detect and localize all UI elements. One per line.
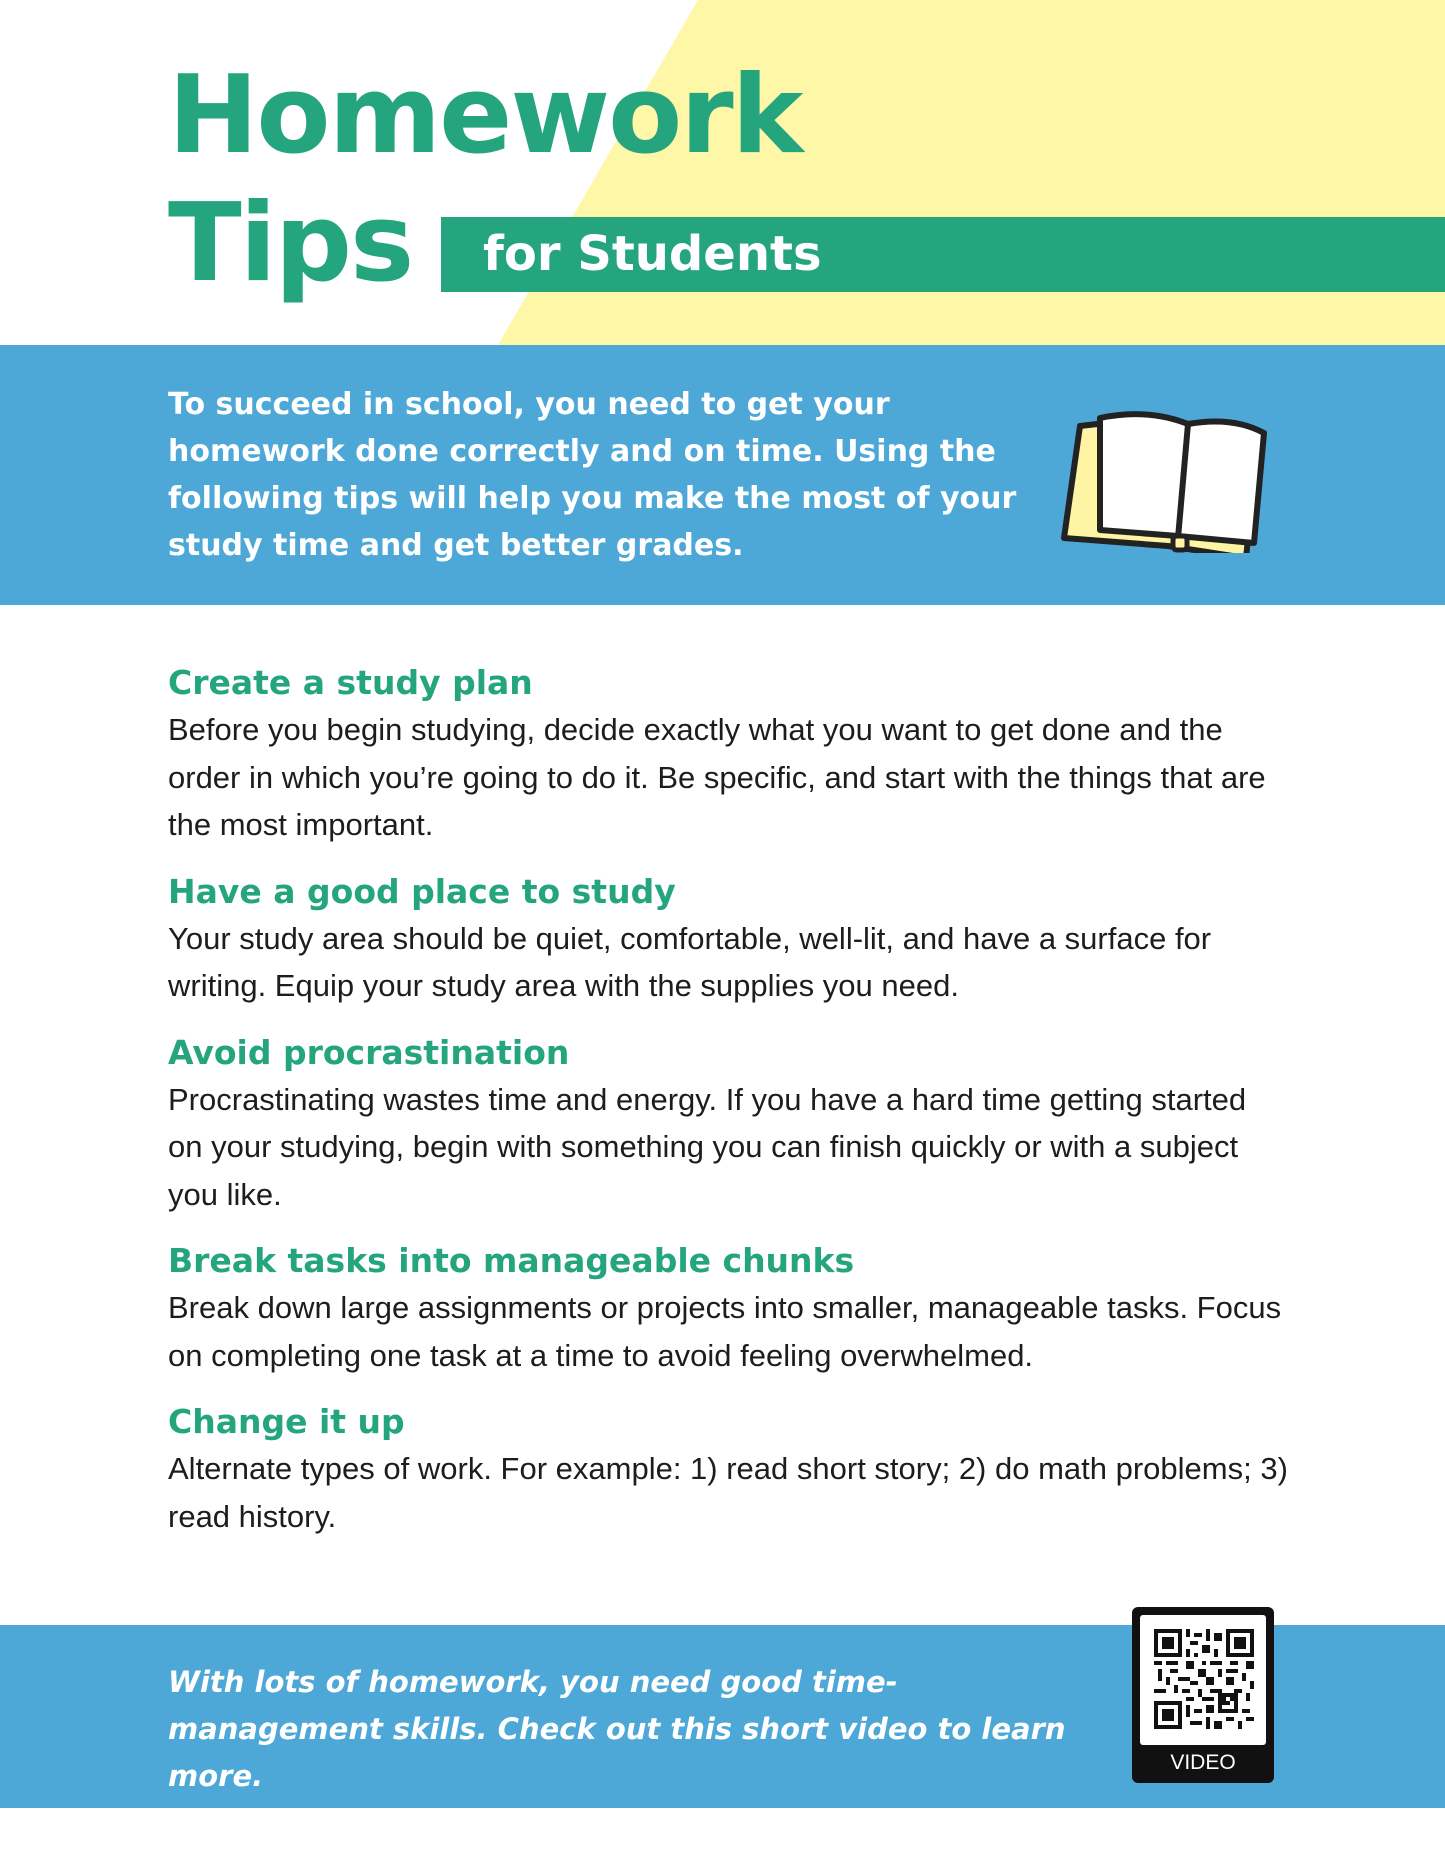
tip-body: Before you begin studying, decide exactly what you want to get done and the order in which you’re going to do it. Be specific, and start with the things that are the most important. bbox=[168, 712, 1266, 842]
subtitle: for Students bbox=[483, 226, 822, 282]
header-hero bbox=[0, 0, 1445, 345]
qr-code-frame bbox=[1140, 1615, 1266, 1745]
intro-paragraph: To succeed in school, you need to get your homework done correctly and on time. Using the following tips will help you make the most of your study time and get better grades. bbox=[168, 387, 1017, 563]
tips-list bbox=[168, 660, 1288, 1560]
tip-body: Your study area should be quiet, comfortable, well-lit, and have a surface for writing. Equip your study area with the supplies you need. bbox=[168, 920, 1212, 1003]
tip-body: Break down large assignments or projects into smaller, manageable tasks. Focus on completing one task at a time to avoid feeling overwhelmed. bbox=[168, 1290, 1282, 1373]
video-qr-link[interactable] bbox=[1132, 1607, 1274, 1783]
tip-item bbox=[168, 1399, 1288, 1540]
page-title-line2: Tips bbox=[168, 181, 413, 306]
tip-heading: Change it up bbox=[168, 1402, 405, 1441]
tip-item bbox=[168, 1238, 1288, 1379]
page-title-line1: Homework bbox=[168, 53, 802, 178]
tip-heading: Have a good place to study bbox=[168, 871, 676, 911]
tip-item bbox=[168, 869, 1288, 1010]
subtitle-banner bbox=[441, 217, 1445, 292]
tip-heading: Create a study plan bbox=[168, 663, 533, 702]
tip-item bbox=[168, 660, 1288, 849]
tip-body: Procrastinating wastes time and energy. If you have a hard time getting started on your studying, begin with something you can finish quickly or with a subject you like. bbox=[168, 1081, 1247, 1212]
footer-callout: With lots of homework, you need good time-management skills. Check out this short video to learn more. bbox=[168, 1665, 1066, 1793]
tip-heading: Break tasks into manageable chunks bbox=[168, 1241, 855, 1280]
tip-body: Alternate types of work. For example: 1) read short story; 2) do math problems; 3) read history. bbox=[168, 1451, 1288, 1534]
tip-item bbox=[168, 1030, 1288, 1219]
qr-code-icon bbox=[1154, 1629, 1254, 1729]
tip-heading: Avoid procrastination bbox=[168, 1032, 570, 1072]
qr-video-label: VIDEO bbox=[1170, 1751, 1236, 1774]
open-book-icon bbox=[1058, 388, 1278, 553]
